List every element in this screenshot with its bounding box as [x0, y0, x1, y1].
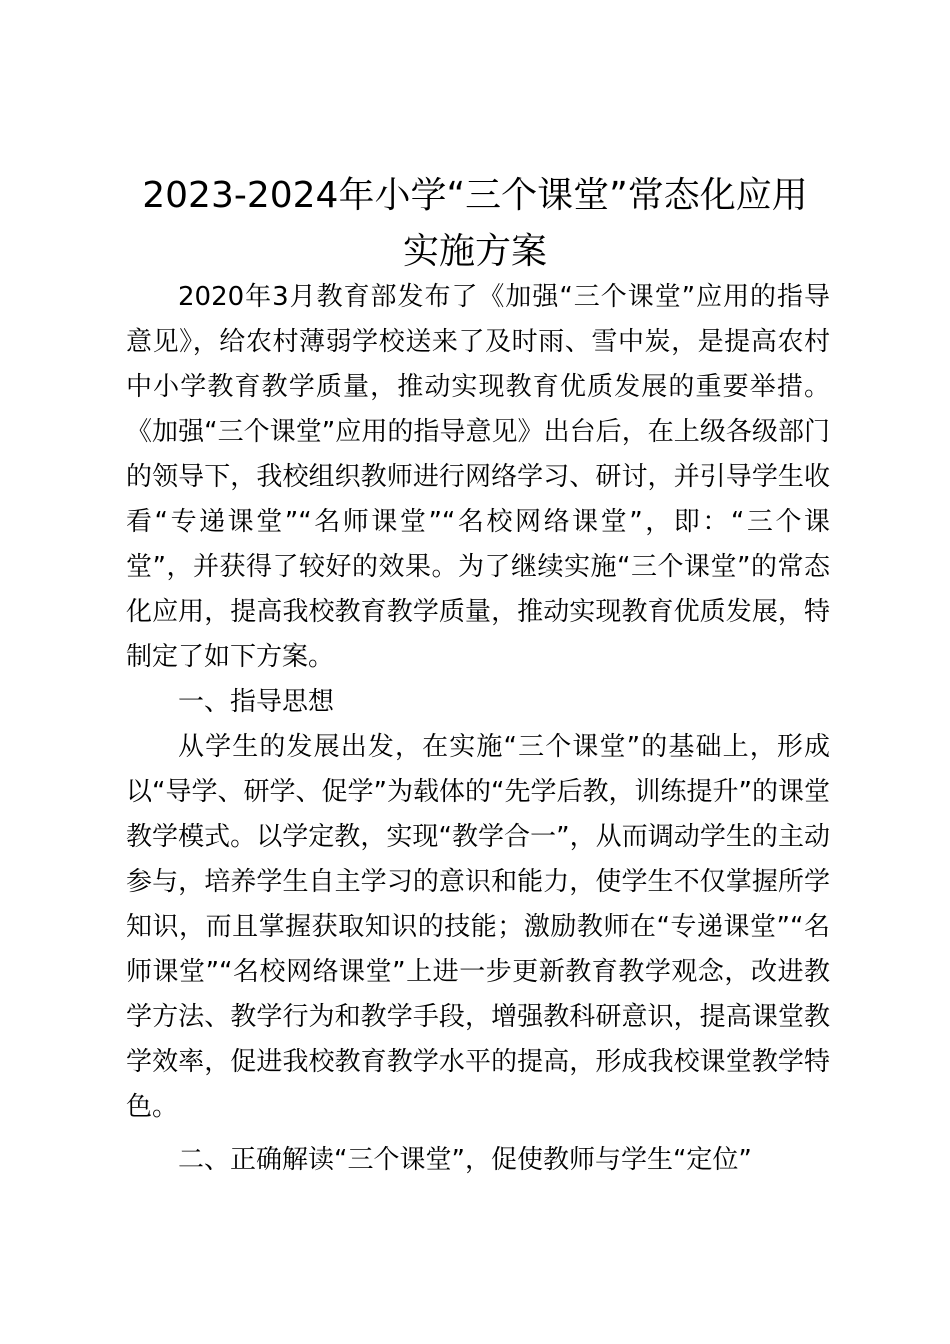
document-title	[110, 168, 840, 280]
title-line-2: 实施方案	[402, 231, 547, 272]
guiding-ideology-paragraph: 从学生的发展出发，在实施“三个课堂”的基础上，形成以“导学、研学、促学”为载体的“先学后教，训练提升”的课堂教学模式。以学定教，实现“教学合一”，从而调动学生的主动参与，培养学生自主学习的意识和能力，使学生不仅掌握所学知识，而且掌握获取知识的技能；激励教师在“专递课堂”“名师课堂”“名校网络课堂”上进一步更新教育教学观念，改进教学方法、教学行为和教学手段，增强教科研意识，提高课堂教学效率，促进我校教育教学水平的提高，形成我校课堂教学特色。	[126, 732, 830, 1122]
document-body	[126, 275, 830, 1183]
section-heading-guiding-ideology: 一、指导思想	[178, 687, 335, 717]
section-heading-interpretation: 二、正确解读“三个课堂”，促使教师与学生“定位”	[178, 1145, 752, 1175]
intro-paragraph: 2020年3月教育部发布了《加强“三个课堂”应用的指导意见》，给农村薄弱学校送来了及时雨、雪中炭，是提高农村中小学教育教学质量，推动实现教育优质发展的重要举措。《加强“三个课堂”应用的指导意见》出台后，在上级各级部门的领导下，我校组织教师进行网络学习、研讨，并引导学生收看“专递课堂”“名师课堂”“名校网络课堂”，即：“三个课堂”，并获得了较好的效果。为了继续实施“三个课堂”的常态化应用，提高我校教育教学质量，推动实现教育优质发展，特制定了如下方案。	[126, 282, 830, 672]
title-line-1: 2023-2024年小学“三个课堂”常态化应用	[142, 175, 808, 216]
